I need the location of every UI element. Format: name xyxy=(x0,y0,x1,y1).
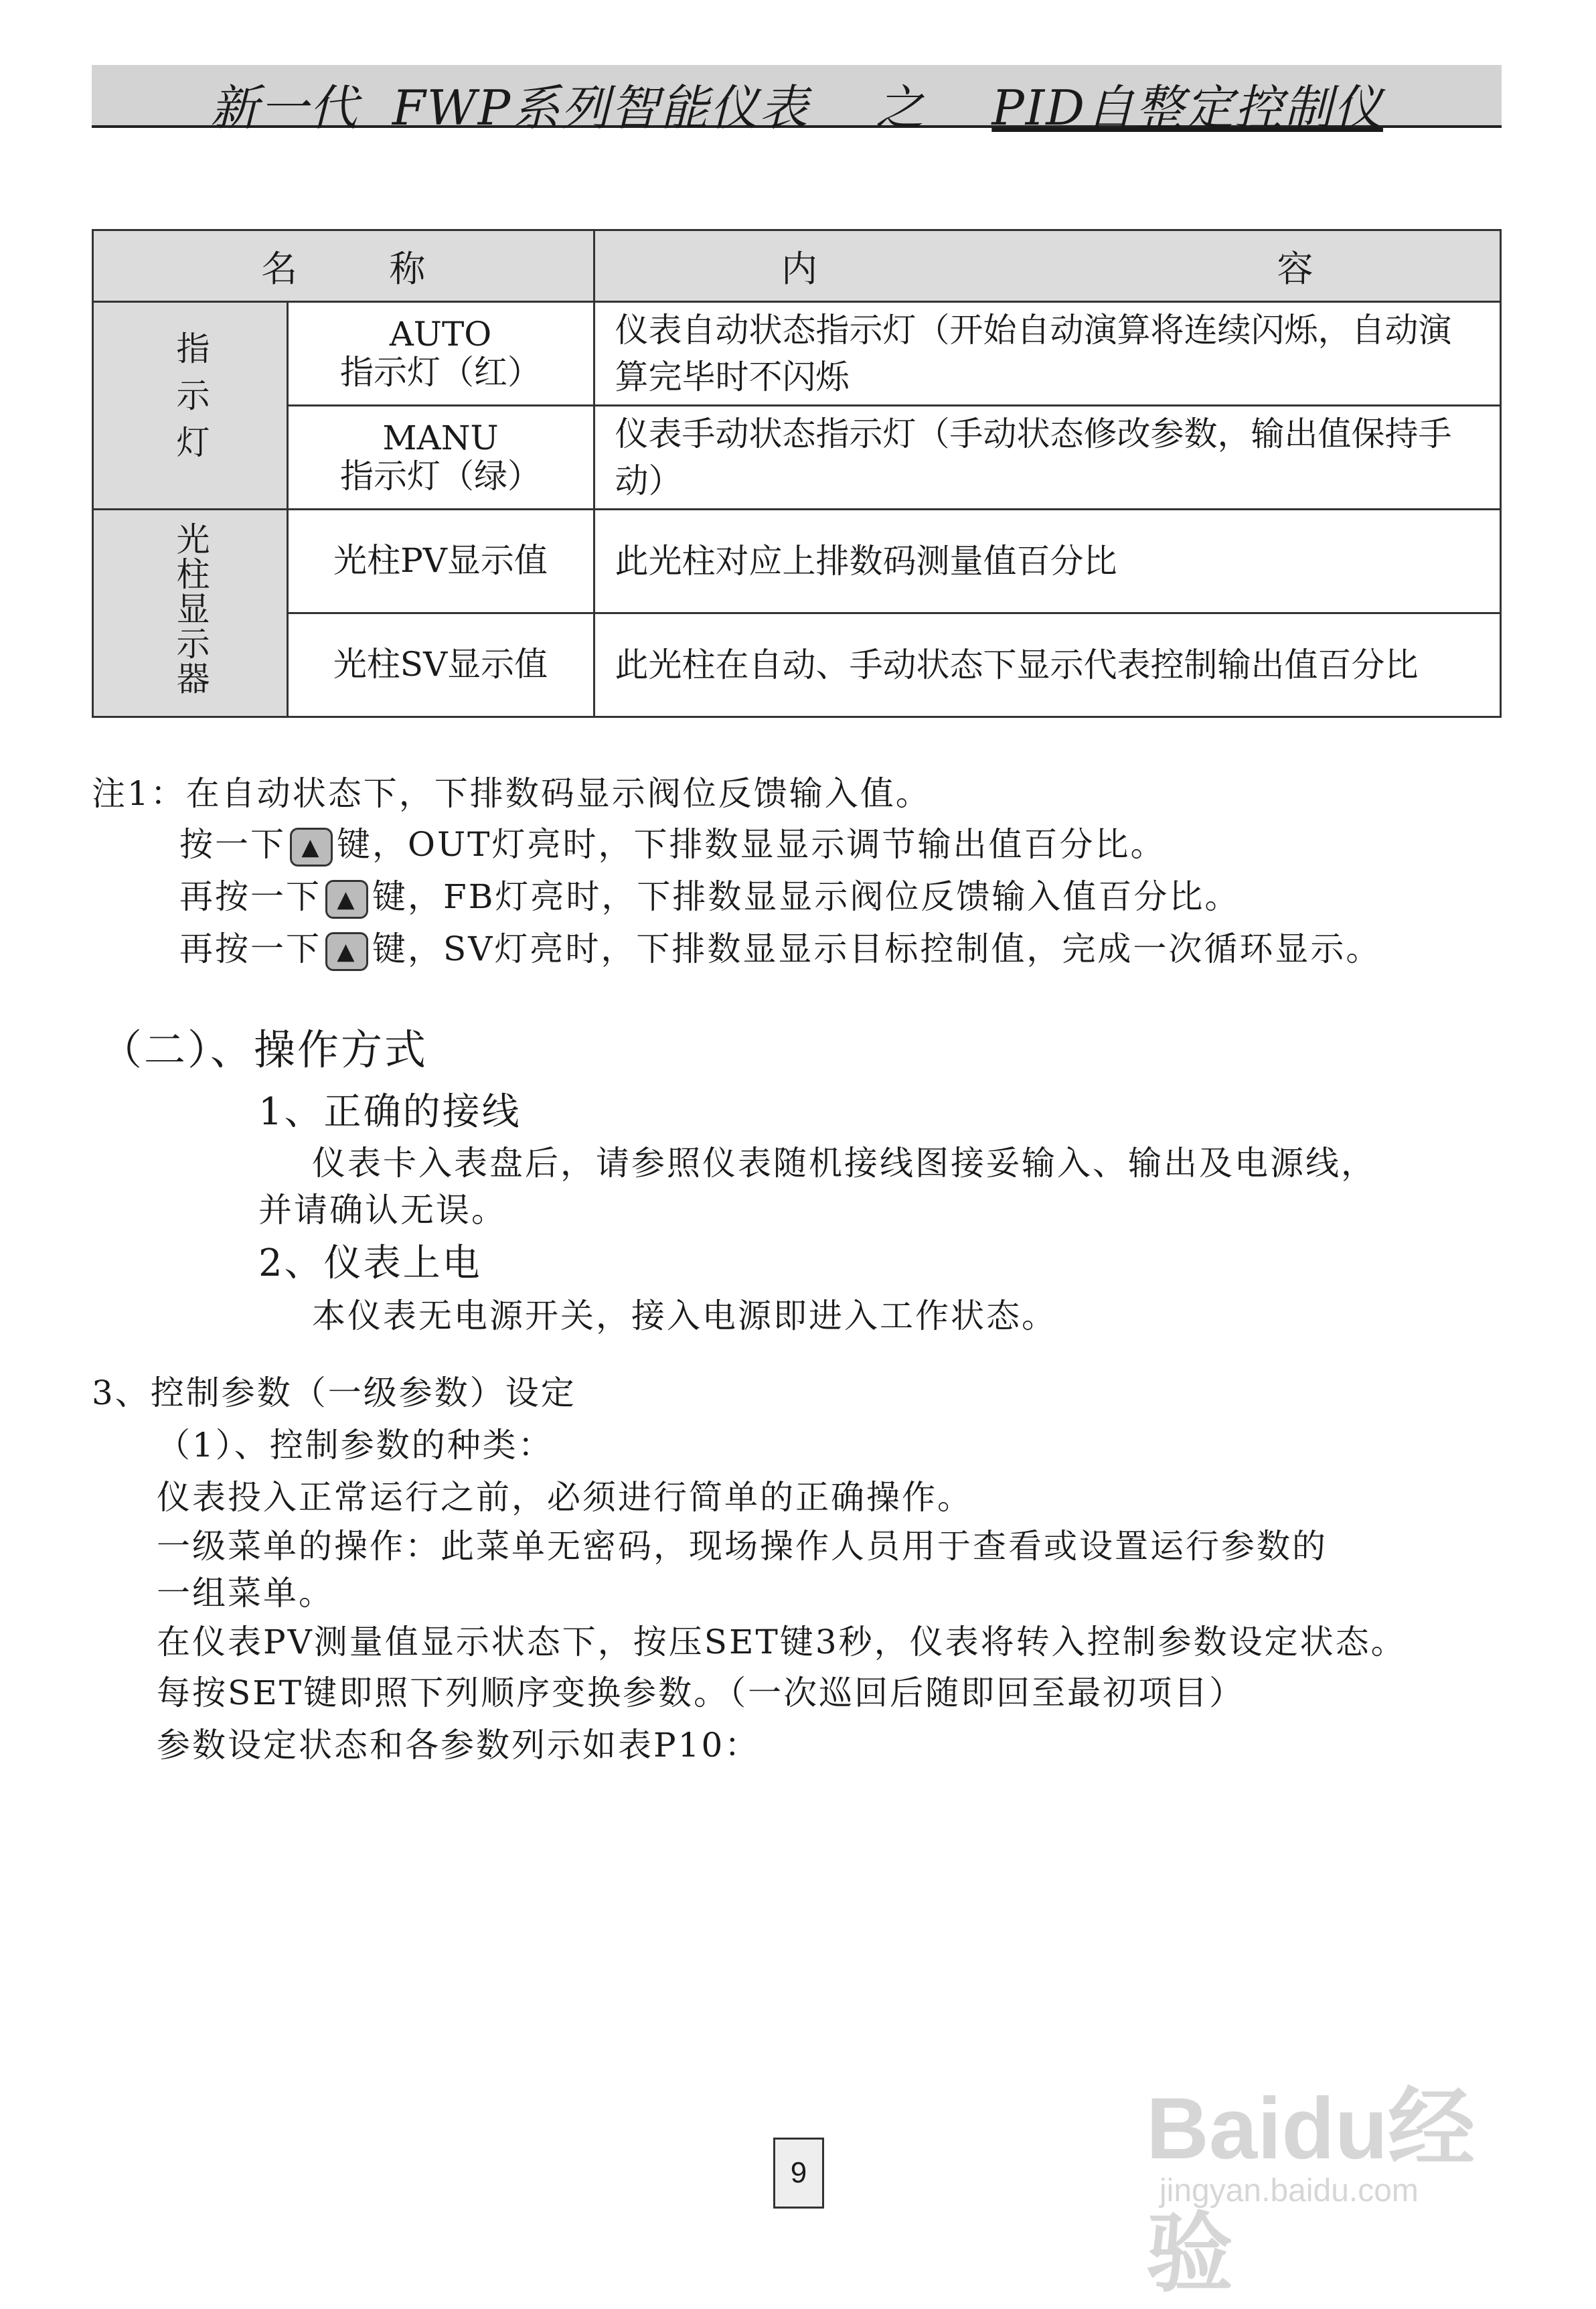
watermark-brand: Baidu经验 xyxy=(1146,2079,1475,2302)
row-name xyxy=(287,302,594,406)
table-header-row xyxy=(93,230,1501,302)
row-name xyxy=(287,406,594,510)
indicator-table xyxy=(92,229,1502,718)
header-title xyxy=(92,69,1502,139)
row-name: 光柱SV显示值 xyxy=(287,613,594,717)
note-text: 键，FB灯亮时，下排数显显示阀位反馈输入值百分比。 xyxy=(372,877,1241,916)
section-3-line: 每按SET键即照下列顺序变换参数。（一次巡回后随即回至最初项目） xyxy=(157,1673,1245,1712)
section-3-line: 仪表投入正常运行之前，必须进行简单的正确操作。 xyxy=(157,1478,973,1517)
table-row xyxy=(93,406,1501,510)
row-name-2: 指示灯（绿） xyxy=(340,457,541,496)
header-title-left: 新一代 FWP系列智能仪表 之 xyxy=(210,80,992,136)
section-3-line: 一组菜单。 xyxy=(157,1574,334,1613)
col-header-content: 内 容 xyxy=(594,230,1501,302)
note-text: 再按一下 xyxy=(179,877,321,916)
baidu-watermark xyxy=(1146,2032,1508,2302)
table-row xyxy=(93,302,1501,406)
up-key-icon: ▲ xyxy=(290,828,333,867)
note-text: 再按一下 xyxy=(179,929,321,968)
row-name-1: MANU xyxy=(382,418,499,457)
note-text: 键，OUT灯亮时，下排数显显示调节输出值百分比。 xyxy=(337,825,1166,864)
section-3-line: 一级菜单的操作：此菜单无密码，现场操作人员用于查看或设置运行参数的 xyxy=(157,1527,1328,1566)
section-2-1-text: 仪表卡入表盘后，请参照仪表随机接线图接妥输入、输出及电源线， xyxy=(312,1144,1376,1183)
row-name-2: 指示灯（红） xyxy=(340,353,541,392)
table-row xyxy=(93,613,1501,717)
section-2-1-title: 1、正确的接线 xyxy=(258,1090,522,1134)
watermark-url: jingyan.baidu.com xyxy=(1160,2173,1419,2209)
group-label-bar-display xyxy=(93,510,288,717)
section-2-1-text: 并请确认无误。 xyxy=(258,1191,507,1230)
group-label-indicator xyxy=(93,302,288,510)
note-text: 按一下 xyxy=(179,825,286,864)
page-header xyxy=(92,65,1502,136)
section-2-title: （二）、操作方式 xyxy=(100,1025,428,1074)
col-header-name: 名 称 xyxy=(93,230,594,302)
row-content: 仪表手动状态指示灯（手动状态修改参数，输出值保持手动） xyxy=(594,406,1501,510)
section-3-title: 3、控制参数（一级参数）设定 xyxy=(92,1373,576,1412)
header-title-right: PID自整定控制仪 xyxy=(991,80,1383,136)
group-label-text: 指示灯 xyxy=(171,331,210,472)
section-2-2-title: 2、仪表上电 xyxy=(258,1242,482,1285)
section-2-2-text: 本仪表无电源开关，接入电源即进入工作状态。 xyxy=(312,1296,1057,1335)
row-name-1: AUTO xyxy=(389,314,492,354)
row-content: 此光柱在自动、手动状态下显示代表控制输出值百分比 xyxy=(594,613,1501,717)
row-name: 光柱PV显示值 xyxy=(287,510,594,613)
table-row xyxy=(93,510,1501,613)
up-key-icon: ▲ xyxy=(325,880,368,919)
up-key-icon: ▲ xyxy=(325,932,368,971)
note-3 xyxy=(179,870,1240,919)
section-3-line: 参数设定状态和各参数列示如表P10： xyxy=(157,1726,761,1765)
note-2 xyxy=(179,818,1166,867)
note-1: 注1：在自动状态下，下排数码显示阀位反馈输入值。 xyxy=(92,774,931,813)
group-label-text: 光柱显示器 xyxy=(171,522,210,696)
section-3-sub: （1）、控制参数的种类： xyxy=(157,1426,554,1465)
row-content: 仪表自动状态指示灯（开始自动演算将连续闪烁，自动演算完毕时不闪烁 xyxy=(594,302,1501,406)
page-number: 9 xyxy=(773,2138,824,2209)
row-content: 此光柱对应上排数码测量值百分比 xyxy=(594,510,1501,613)
note-text: 键，SV灯亮时，下排数显显示目标控制值，完成一次循环显示。 xyxy=(372,929,1382,968)
note-4 xyxy=(179,922,1381,971)
section-3-line: 在仪表PV测量值显示状态下，按压SET键3秒，仪表将转入控制参数设定状态。 xyxy=(157,1623,1407,1661)
